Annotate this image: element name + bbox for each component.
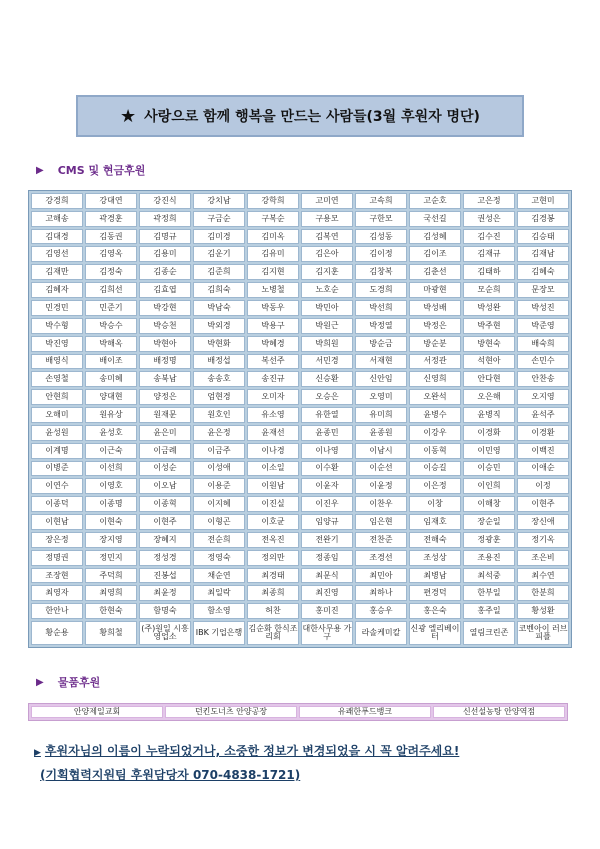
donor-cell: 김대경 — [31, 229, 83, 245]
donor-cell: 이현주 — [139, 514, 191, 530]
donor-cell: 유한열 — [301, 407, 353, 423]
donor-cell: 안현희 — [31, 389, 83, 405]
donor-cell: 최문식 — [301, 568, 353, 584]
star-icon: ★ — [120, 105, 137, 127]
donor-cell: 박원근 — [301, 318, 353, 334]
donor-cell: 배정명 — [139, 354, 191, 370]
donor-cell: 곽경훈 — [85, 211, 137, 227]
donor-cell: 오해미 — [31, 407, 83, 423]
donor-cell: 최경태 — [247, 568, 299, 584]
donor-cell: 신승환 — [301, 371, 353, 387]
donor-cell: 민경민 — [31, 300, 83, 316]
donor-cell: 김동권 — [85, 229, 137, 245]
donor-cell: 한부일 — [463, 585, 515, 601]
donor-cell: 방순분 — [409, 336, 461, 352]
donor-cell: 권성은 — [463, 211, 515, 227]
donor-cell: 김성혜 — [409, 229, 461, 245]
donor-cell: 이나경 — [247, 443, 299, 459]
donor-cell: 이연수 — [31, 478, 83, 494]
goods-donor-cell: 신선설농탕 안양역점 — [433, 706, 565, 718]
donor-cell: 오영미 — [355, 389, 407, 405]
donor-cell: 황성환 — [517, 603, 569, 619]
donor-cell: 김준희 — [193, 264, 245, 280]
donor-cell: 송미혜 — [85, 371, 137, 387]
donor-cell: IBK 기업은행 — [193, 621, 245, 645]
donor-cell: 이계명 — [31, 443, 83, 459]
notice-text-1: 후원자님의 이름이 누락되었거나, 소중한 정보가 변경되었을 시 꼭 알려주세요! — [44, 744, 460, 758]
donor-cell: 전해숙 — [409, 532, 461, 548]
donor-cell: 박정열 — [355, 318, 407, 334]
donor-cell: 김유미 — [247, 246, 299, 262]
donor-cell: 신광 엘리베이터 — [409, 621, 461, 645]
donor-cell: 최일락 — [193, 585, 245, 601]
donor-cell: 박남숙 — [193, 300, 245, 316]
donor-cell: 최영자 — [31, 585, 83, 601]
donor-cell: 이선희 — [85, 461, 137, 477]
donor-cell: 전순희 — [193, 532, 245, 548]
donor-cell: 원유상 — [85, 407, 137, 423]
donor-cell: 홍주일 — [463, 603, 515, 619]
donor-cell: 원재문 — [139, 407, 191, 423]
donor-cell: 고순호 — [409, 193, 461, 209]
donor-cell: 이찬우 — [355, 496, 407, 512]
donor-cell: 이강우 — [409, 425, 461, 441]
donor-cell: 배정섭 — [193, 354, 245, 370]
donor-cell: 조경선 — [355, 550, 407, 566]
donor-cell: 김미옥 — [247, 229, 299, 245]
triangle-right-icon: ▶ — [36, 164, 44, 176]
donor-cell: 구복순 — [247, 211, 299, 227]
donor-cell: 박승천 — [139, 318, 191, 334]
donor-cell: 국선길 — [409, 211, 461, 227]
donor-cell: 한안나 — [31, 603, 83, 619]
donor-cell: 박강현 — [139, 300, 191, 316]
donor-cell: 이지혜 — [193, 496, 245, 512]
donor-cell: 김태하 — [463, 264, 515, 280]
donor-cell: 김창복 — [355, 264, 407, 280]
donor-cell: 문장모 — [517, 282, 569, 298]
donor-cell: 윤병직 — [463, 407, 515, 423]
donor-cell: 고해송 — [31, 211, 83, 227]
donor-cell: 손민수 — [517, 354, 569, 370]
donor-cell: 석현아 — [463, 354, 515, 370]
notice-line-1 — [34, 740, 574, 764]
donor-cell: 박수형 — [31, 318, 83, 334]
donor-cell: 최석중 — [463, 568, 515, 584]
donor-cell: 황희철 — [85, 621, 137, 645]
donor-cell: 이금주 — [193, 443, 245, 459]
donor-cell: 허찬 — [247, 603, 299, 619]
donor-cell: 임재호 — [409, 514, 461, 530]
donor-cell: 최수연 — [517, 568, 569, 584]
donor-cell: 김재만 — [31, 264, 83, 280]
donor-cell: 강대연 — [85, 193, 137, 209]
donor-cell: 전완기 — [301, 532, 353, 548]
donor-cell: 엄현경 — [193, 389, 245, 405]
donor-cell: 전옥진 — [247, 532, 299, 548]
donor-cell: 이정 — [517, 478, 569, 494]
donor-cell: 이용준 — [193, 478, 245, 494]
donor-cell: 윤병수 — [409, 407, 461, 423]
donor-cell: 윤성호 — [85, 425, 137, 441]
contact-notice — [34, 740, 574, 786]
donor-cell: 이남시 — [355, 443, 407, 459]
donor-cell: 정명권 — [31, 550, 83, 566]
donor-cell: 마광현 — [409, 282, 461, 298]
donor-cell: 구한모 — [355, 211, 407, 227]
goods-donor-cell: 유쾌한푸드뱅크 — [299, 706, 431, 718]
triangle-right-icon: ▶ — [36, 676, 44, 688]
donor-cell: 최민아 — [355, 568, 407, 584]
donor-cell: 오은해 — [463, 389, 515, 405]
donor-cell: 주덕희 — [85, 568, 137, 584]
donor-cell: 박성완 — [463, 300, 515, 316]
donor-cell: 김성동 — [355, 229, 407, 245]
donor-cell: 장순일 — [463, 514, 515, 530]
donor-cell: 김명규 — [139, 229, 191, 245]
donor-cell: 박용구 — [247, 318, 299, 334]
donor-cell: 박해옥 — [85, 336, 137, 352]
donor-cell: 서재현 — [355, 354, 407, 370]
donor-cell: 박성진 — [517, 300, 569, 316]
donor-cell: 임은현 — [355, 514, 407, 530]
donor-cell: 고현미 — [517, 193, 569, 209]
donor-cell: 정종임 — [301, 550, 353, 566]
donor-cell: 강진식 — [139, 193, 191, 209]
donor-cell: 박선희 — [355, 300, 407, 316]
donor-cell: 윤은정 — [193, 425, 245, 441]
donor-cell: 양정은 — [139, 389, 191, 405]
cms-donor-table — [28, 190, 572, 648]
donor-cell: 이수환 — [301, 461, 353, 477]
donor-cell: 조용진 — [463, 550, 515, 566]
donor-cell: 홍미진 — [301, 603, 353, 619]
donor-cell: 원호인 — [193, 407, 245, 423]
donor-cell: 이윤정 — [355, 478, 407, 494]
donor-cell: 정영숙 — [193, 550, 245, 566]
donor-cell: 민준기 — [85, 300, 137, 316]
donor-cell: 박성배 — [409, 300, 461, 316]
donor-cell: 이종명 — [85, 496, 137, 512]
donor-cell: 최종희 — [247, 585, 299, 601]
donor-cell: 구금순 — [193, 211, 245, 227]
donor-cell: 코벤아이 러브피플 — [517, 621, 569, 645]
donor-cell: 오지영 — [517, 389, 569, 405]
donor-cell: 이해창 — [463, 496, 515, 512]
donor-cell: 김효엽 — [139, 282, 191, 298]
donor-cell: 복선주 — [247, 354, 299, 370]
donor-cell: 이승민 — [463, 461, 515, 477]
donor-cell: 이은정 — [409, 478, 461, 494]
donor-cell: 한분희 — [517, 585, 569, 601]
donor-cell: 조성상 — [409, 550, 461, 566]
donor-cell: 이순선 — [355, 461, 407, 477]
donor-cell: 진봉섭 — [139, 568, 191, 584]
goods-donor-table — [28, 703, 568, 721]
donor-cell: 고미연 — [301, 193, 353, 209]
donor-cell: 이민영 — [463, 443, 515, 459]
donor-cell: 이근숙 — [85, 443, 137, 459]
donor-cell: 방현숙 — [463, 336, 515, 352]
donor-cell: 이윤자 — [301, 478, 353, 494]
donor-cell: 홍승우 — [355, 603, 407, 619]
donor-cell: 양대현 — [85, 389, 137, 405]
donor-cell: 이종덕 — [31, 496, 83, 512]
donor-cell: 김이조 — [409, 246, 461, 262]
triangle-right-icon: ▶ — [34, 748, 41, 758]
donor-cell: 서정관 — [409, 354, 461, 370]
donor-cell: 대한사무용 가구 — [301, 621, 353, 645]
donor-cell: 편경덕 — [409, 585, 461, 601]
donor-cell: 함소영 — [193, 603, 245, 619]
goods-donor-cell: 던킨도너츠 안양공장 — [165, 706, 297, 718]
donor-cell: 도경희 — [355, 282, 407, 298]
donor-cell: 이나영 — [301, 443, 353, 459]
donor-cell: 윤석주 — [517, 407, 569, 423]
donor-cell: 김용미 — [139, 246, 191, 262]
donor-cell: 김승태 — [517, 229, 569, 245]
donor-cell: 윤종원 — [355, 425, 407, 441]
donor-cell: 김이정 — [355, 246, 407, 262]
donor-cell: 장은정 — [31, 532, 83, 548]
donor-cell: 윤성원 — [31, 425, 83, 441]
donor-cell: 방순금 — [355, 336, 407, 352]
donor-cell: 전찬준 — [355, 532, 407, 548]
donor-cell: 한현숙 — [85, 603, 137, 619]
donor-cell: 김영옥 — [85, 246, 137, 262]
donor-cell: 이인희 — [463, 478, 515, 494]
donor-cell: 김정숙 — [85, 264, 137, 280]
donor-cell: 최영희 — [85, 585, 137, 601]
donor-cell: 이호균 — [247, 514, 299, 530]
donor-cell: 이소일 — [247, 461, 299, 477]
donor-cell: 이성순 — [139, 461, 191, 477]
donor-cell: 박승수 — [85, 318, 137, 334]
donor-cell: 박현화 — [193, 336, 245, 352]
donor-cell: 이현주 — [517, 496, 569, 512]
donor-cell: 서민경 — [301, 354, 353, 370]
donor-cell: 정기옥 — [517, 532, 569, 548]
donor-cell: 박현아 — [139, 336, 191, 352]
donor-cell: 박정은 — [409, 318, 461, 334]
donor-cell: 김영선 — [31, 246, 83, 262]
donor-cell: 구용모 — [301, 211, 353, 227]
donor-cell: 채순연 — [193, 568, 245, 584]
donor-cell: 이경환 — [517, 425, 569, 441]
donor-cell: 배이조 — [85, 354, 137, 370]
donor-cell: 장신애 — [517, 514, 569, 530]
donor-cell: 이진실 — [247, 496, 299, 512]
donor-cell: 이승길 — [409, 461, 461, 477]
donor-cell: 김경봉 — [517, 211, 569, 227]
donor-cell: 김지훈 — [301, 264, 353, 280]
donor-cell: 이현숙 — [85, 514, 137, 530]
donor-cell: 김춘선 — [409, 264, 461, 280]
donor-cell: 이형곤 — [193, 514, 245, 530]
donor-cell: 곽정희 — [139, 211, 191, 227]
donor-cell: 김혜숙 — [517, 264, 569, 280]
donor-cell: 조은비 — [517, 550, 569, 566]
donor-cell: 윤은미 — [139, 425, 191, 441]
donor-cell: 송북남 — [139, 371, 191, 387]
donor-cell: 박주현 — [463, 318, 515, 334]
donor-cell: 송진규 — [247, 371, 299, 387]
section-goods-heading — [36, 674, 100, 690]
donor-cell: 신안임 — [355, 371, 407, 387]
donor-cell: 김종순 — [139, 264, 191, 280]
donor-cell: 홍은숙 — [409, 603, 461, 619]
donor-cell: 오미자 — [247, 389, 299, 405]
donor-cell: 이오남 — [139, 478, 191, 494]
donor-cell: (주)원일 시흥영업소 — [139, 621, 191, 645]
donor-cell: 윤종민 — [301, 425, 353, 441]
donor-cell: 이창 — [409, 496, 461, 512]
donor-cell: 고은정 — [463, 193, 515, 209]
donor-cell: 안다현 — [463, 371, 515, 387]
donor-cell: 강경희 — [31, 193, 83, 209]
donor-cell: 임양규 — [301, 514, 353, 530]
donor-cell: 오승은 — [301, 389, 353, 405]
donor-cell: 정의만 — [247, 550, 299, 566]
donor-cell: 이진우 — [301, 496, 353, 512]
page-title-box — [76, 95, 524, 137]
donor-cell: 이금례 — [139, 443, 191, 459]
section-goods-label: 물품후원 — [57, 676, 101, 689]
donor-cell: 박준영 — [517, 318, 569, 334]
donor-cell: 모순희 — [463, 282, 515, 298]
donor-cell: 장혜지 — [139, 532, 191, 548]
donor-cell: 정민지 — [85, 550, 137, 566]
section-cms-heading — [36, 162, 145, 178]
donor-cell: 라솔케미칼 — [355, 621, 407, 645]
donor-cell: 정광훈 — [463, 532, 515, 548]
donor-cell: 이종혁 — [139, 496, 191, 512]
donor-cell: 최병남 — [409, 568, 461, 584]
donor-cell: 배숙희 — [517, 336, 569, 352]
donor-cell: 최진영 — [301, 585, 353, 601]
donor-cell: 김미경 — [193, 229, 245, 245]
donor-cell: 이백진 — [517, 443, 569, 459]
donor-cell: 김희숙 — [193, 282, 245, 298]
donor-cell: 신영희 — [409, 371, 461, 387]
donor-cell: 윤재선 — [247, 425, 299, 441]
donor-cell: 안찬송 — [517, 371, 569, 387]
donor-cell: 김재규 — [463, 246, 515, 262]
donor-cell: 박동우 — [247, 300, 299, 316]
donor-cell: 김은아 — [301, 246, 353, 262]
donor-cell: 이영호 — [85, 478, 137, 494]
donor-cell: 김희선 — [85, 282, 137, 298]
donor-cell: 오완석 — [409, 389, 461, 405]
donor-cell: 조장현 — [31, 568, 83, 584]
donor-cell: 김재남 — [517, 246, 569, 262]
donor-cell: 김순화 한식조리회 — [247, 621, 299, 645]
donor-cell: 이동혁 — [409, 443, 461, 459]
donor-cell: 이애순 — [517, 461, 569, 477]
notice-line-2: (기획협력지원팀 후원담당자 070-4838-1721) — [40, 768, 301, 782]
donor-cell: 김수진 — [463, 229, 515, 245]
donor-cell: 최윤정 — [139, 585, 191, 601]
donor-cell: 열림크린존 — [463, 621, 515, 645]
donor-cell: 배영식 — [31, 354, 83, 370]
donor-cell: 박외경 — [193, 318, 245, 334]
donor-cell: 유미희 — [355, 407, 407, 423]
donor-cell: 노병철 — [247, 282, 299, 298]
donor-cell: 정성경 — [139, 550, 191, 566]
donor-cell: 박민아 — [301, 300, 353, 316]
donor-cell: 유소영 — [247, 407, 299, 423]
donor-cell: 함명숙 — [139, 603, 191, 619]
donor-cell: 이성애 — [193, 461, 245, 477]
donor-cell: 강학희 — [247, 193, 299, 209]
donor-cell: 김지현 — [247, 264, 299, 280]
donor-cell: 김복연 — [301, 229, 353, 245]
page-title: 사랑으로 함께 행복을 만드는 사람들(3월 후원자 명단) — [144, 109, 480, 125]
donor-cell: 박희원 — [301, 336, 353, 352]
donor-cell: 황순용 — [31, 621, 83, 645]
donor-cell: 박진영 — [31, 336, 83, 352]
donor-cell: 고속희 — [355, 193, 407, 209]
donor-cell: 이경화 — [463, 425, 515, 441]
donor-cell: 송송호 — [193, 371, 245, 387]
donor-cell: 김운기 — [193, 246, 245, 262]
donor-cell: 이병준 — [31, 461, 83, 477]
donor-cell: 이현남 — [31, 514, 83, 530]
donor-cell: 이원남 — [247, 478, 299, 494]
donor-cell: 최하나 — [355, 585, 407, 601]
donor-cell: 장지영 — [85, 532, 137, 548]
donor-cell: 박혜경 — [247, 336, 299, 352]
donor-cell: 손영철 — [31, 371, 83, 387]
donor-cell: 강치남 — [193, 193, 245, 209]
section-cms-label: CMS 및 현금후원 — [57, 164, 146, 177]
donor-cell: 노호순 — [301, 282, 353, 298]
goods-donor-cell: 안양제일교회 — [31, 706, 163, 718]
donor-cell: 김혜자 — [31, 282, 83, 298]
